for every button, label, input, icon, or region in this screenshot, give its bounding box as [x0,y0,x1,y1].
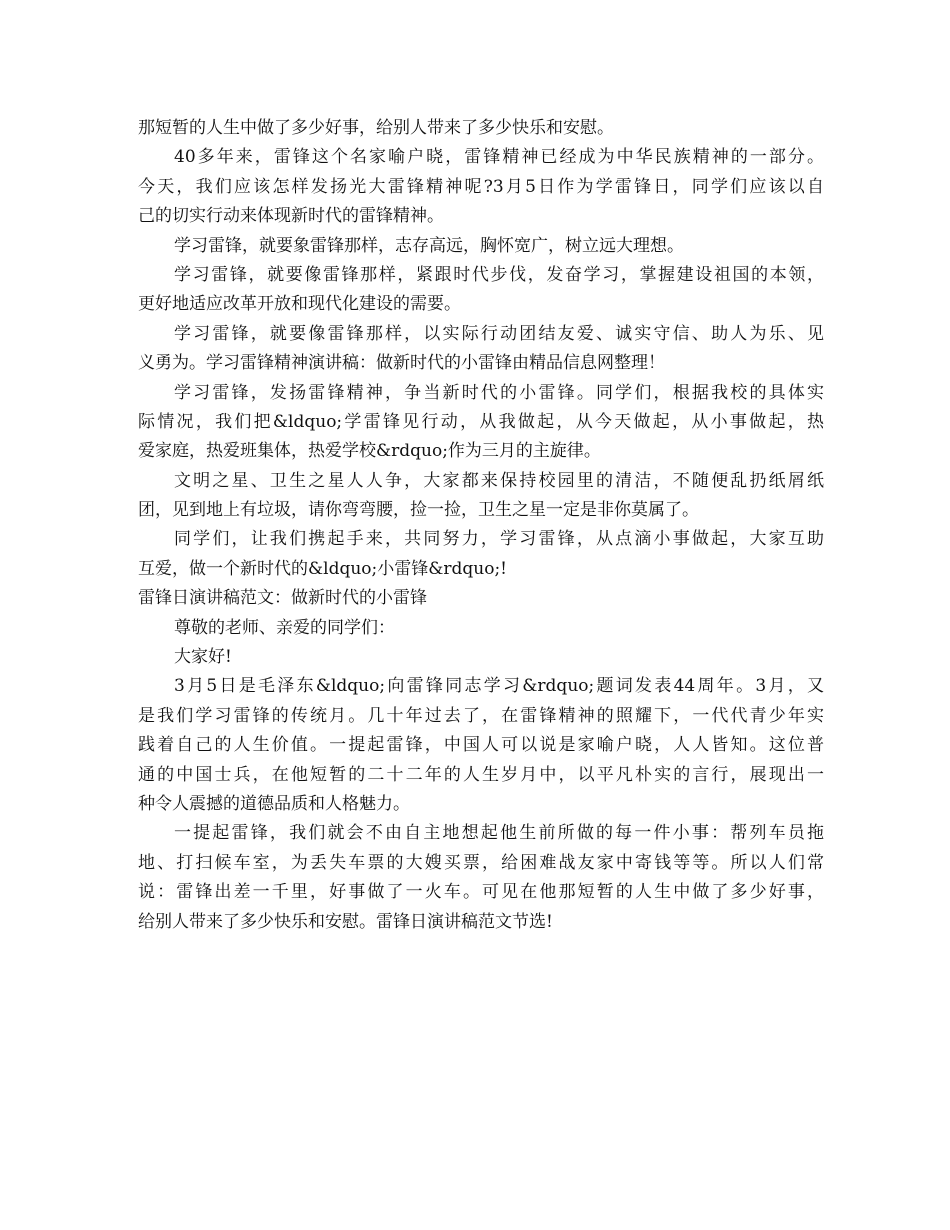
text-line: 团，见到地上有垃圾，请你弯弯腰，捡一捡，卫生之星一定是非你莫属了。 [138,500,699,521]
text-line: 同学们，让我们携起手来，共同努力，学习雷锋，从点滴小事做起，大家互助 [174,529,824,550]
text-line: 大家好! [174,647,232,668]
text-line: 己的切实行动来体现新时代的雷锋精神。 [138,206,444,227]
text-line: 给别人带来了多少快乐和安慰。雷锋日演讲稿范文节选! [138,911,553,932]
text-line: 今天，我们应该怎样发扬光大雷锋精神呢?3月5日作为学雷锋日，同学们应该以自 [138,176,824,197]
text-line: 更好地适应改革开放和现代化建设的需要。 [138,294,461,315]
text-line: 学习雷锋，就要像雷锋那样，紧跟时代步伐，发奋学习，掌握建设祖国的本领， [174,264,824,285]
text-line: 种令人震撼的道德品质和人格魅力。 [138,793,410,814]
text-line: 义勇为。学习雷锋精神演讲稿：做新时代的小雷锋由精品信息网整理！ [138,353,665,374]
text-line: 3月5日是毛泽东&ldquo;向雷锋同志学习&rdquo;题词发表44周年。3月，又 [174,676,824,697]
text-line: 通的中国士兵，在他短暂的二十二年的人生岁月中，以平凡朴实的言行，展现出一 [138,764,824,785]
text-line: 40多年来，雷锋这个名家喻户晓，雷锋精神已经成为中华民族精神的一部分。 [174,147,824,168]
text-line: 际情况，我们把&ldquo;学雷锋见行动，从我做起，从今天做起，从小事做起，热 [138,411,824,432]
text-line: 学习雷锋，发扬雷锋精神，争当新时代的小雷锋。同学们，根据我校的具体实 [174,382,824,403]
text-line: 是我们学习雷锋的传统月。几十年过去了，在雷锋精神的照耀下，一代代青少年实 [138,705,824,726]
text-line: 地、打扫候车室，为丢失车票的大嫂买票，给困难战友家中寄钱等等。所以人们常 [138,852,824,873]
text-line: 一提起雷锋，我们就会不由自主地想起他生前所做的每一件小事：帮列车员拖 [174,823,824,844]
text-line: 学习雷锋，就要像雷锋那样，以实际行动团结友爱、诚实守信、助人为乐、见 [174,323,824,344]
text-line: 雷锋日演讲稿范文：做新时代的小雷锋 [138,588,427,609]
text-line: 文明之星、卫生之星人人争，大家都来保持校园里的清洁，不随便乱扔纸屑纸 [174,470,824,491]
text-line: 尊敬的老师、亲爱的同学们： [174,617,395,638]
text-line: 学习雷锋，就要象雷锋那样，志存高远，胸怀宽广，树立远大理想。 [174,235,684,256]
text-line: 那短暂的人生中做了多少好事，给别人带来了多少快乐和安慰。 [138,118,614,138]
text-line: 互爱，做一个新时代的&ldquo;小雷锋&rdquo;! [138,558,508,579]
document-body [138,114,824,937]
text-line: 爱家庭，热爱班集体，热爱学校&rdquo;作为三月的主旋律。 [138,441,601,462]
text-line: 说：雷锋出差一千里，好事做了一火车。可见在他那短暂的人生中做了多少好事， [138,882,824,903]
text-line: 践着自己的人生价值。一提起雷锋，中国人可以说是家喻户晓，人人皆知。这位普 [138,735,824,756]
